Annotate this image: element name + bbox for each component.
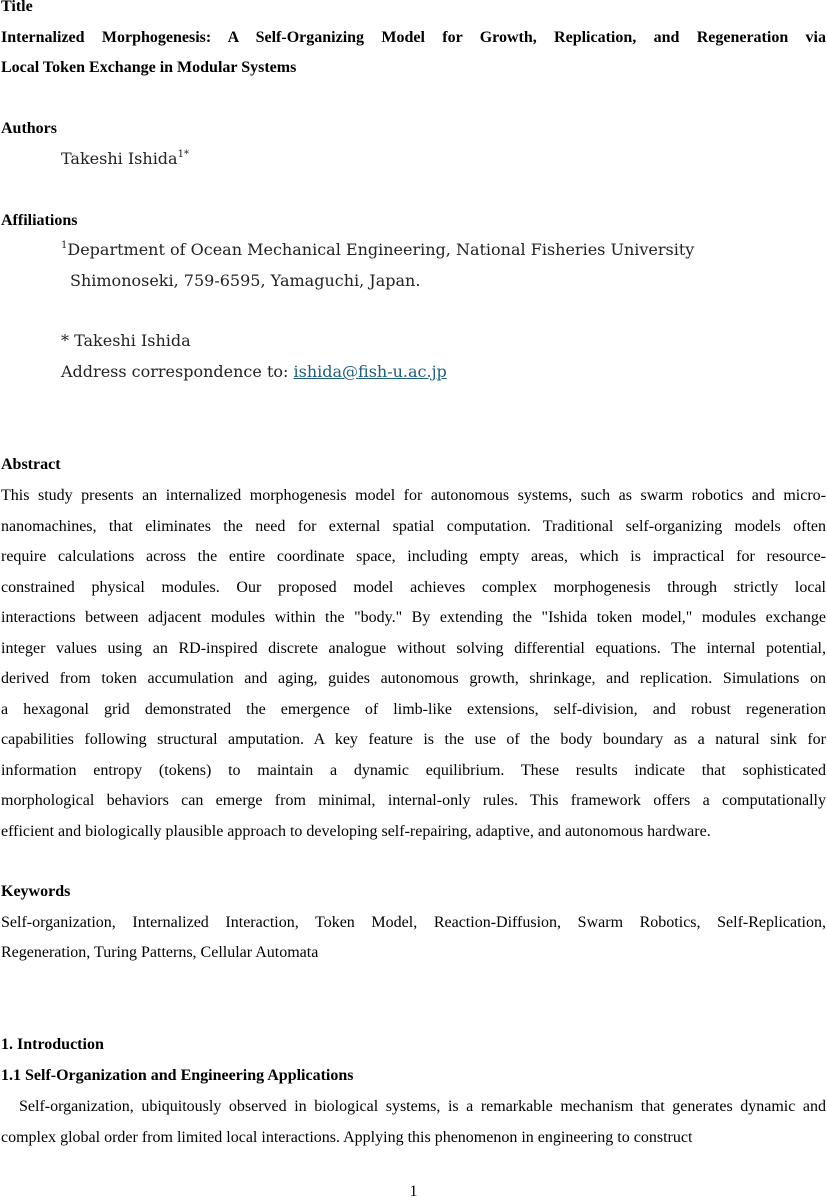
keywords-line: Regeneration, Turing Patterns, Cellular Automata (1, 944, 319, 961)
abstract-line: a hexagonal grid demonstrated the emergence of limb-like extensions, self-division, and robust regeneration (1, 700, 826, 718)
page-number: 1 (409, 1183, 418, 1200)
abstract-line: nanomachines, that eliminates the need for external spatial computation. Traditional self-organizing models often (1, 517, 826, 535)
section-heading-introduction: 1. Introduction (1, 1036, 104, 1053)
subsection-heading: 1.1 Self-Organization and Engineering Applications (1, 1067, 354, 1084)
affiliation-line-1 (61, 235, 694, 265)
abstract-line: capabilities following structural amputation. A key feature is the use of the body boundary as a natural sink for (1, 731, 826, 748)
keywords-line: Self-organization, Internalized Interaction, Token Model, Reaction-Diffusion, Swarm Robotics, Self-Replication, (1, 914, 826, 931)
affiliations-heading: Affiliations (1, 212, 78, 229)
paper-title-line-2: Local Token Exchange in Modular Systems (1, 59, 297, 76)
affiliation-superscript: 1 (61, 240, 68, 251)
author-superscript: 1* (177, 149, 189, 160)
affiliation-line-2: Shimonoseki, 759-6595, Yamaguchi, Japan. (70, 271, 421, 290)
keywords-heading: Keywords (1, 883, 71, 900)
paper-title-line-1: Internalized Morphogenesis: A Self-Organizing Model for Growth, Replication, and Regeneration via (1, 29, 826, 46)
abstract-line: integer values using an RD-inspired discrete analogue without solving differential equations. The internal potential, (1, 639, 826, 657)
abstract-line: efficient and biologically plausible approach to developing self-repairing, adaptive, and autonomous hardware. (1, 822, 711, 840)
authors-heading: Authors (1, 120, 58, 137)
abstract-line: morphological behaviors can emerge from minimal, internal-only rules. This framework offers a computationally (1, 792, 826, 809)
abstract-line: require calculations across the entire coordinate space, including empty areas, which is impractical for resource- (1, 548, 826, 565)
affiliation-department: Department of Ocean Mechanical Engineering, National Fisheries University (67, 240, 695, 259)
corresponding-author: * Takeshi Ishida (61, 331, 191, 350)
correspondence-label: Address correspondence to: (61, 362, 294, 381)
abstract-line: This study presents an internalized morphogenesis model for autonomous systems, such as swarm robotics and micro- (1, 487, 826, 504)
abstract-line: derived from token accumulation and aging, guides autonomous growth, shrinkage, and replication. Simulations on (1, 670, 826, 687)
abstract-line: constrained physical modules. Our proposed model achieves complex morphogenesis through strictly local (1, 578, 826, 596)
abstract-line: information entropy (tokens) to maintain a dynamic equilibrium. These results indicate that sophisticated (1, 761, 826, 779)
author-name: Takeshi Ishida (61, 149, 178, 168)
abstract-heading: Abstract (1, 456, 61, 473)
email-link[interactable]: ishida@fish-u.ac.jp (293, 362, 447, 381)
abstract-line: interactions between adjacent modules within the "body." By extending the "Ishida token model," modules exchange (1, 609, 826, 626)
intro-paragraph: Self-organization, ubiquitously observed in biological systems, is a remarkable mechanism that generates dynamic and complex global order from limited local interactions. Applying this phenomenon in engineering to construct (1, 1098, 826, 1146)
title-heading: Title (1, 0, 33, 15)
correspondence-line (61, 357, 447, 387)
author-line (61, 144, 189, 174)
